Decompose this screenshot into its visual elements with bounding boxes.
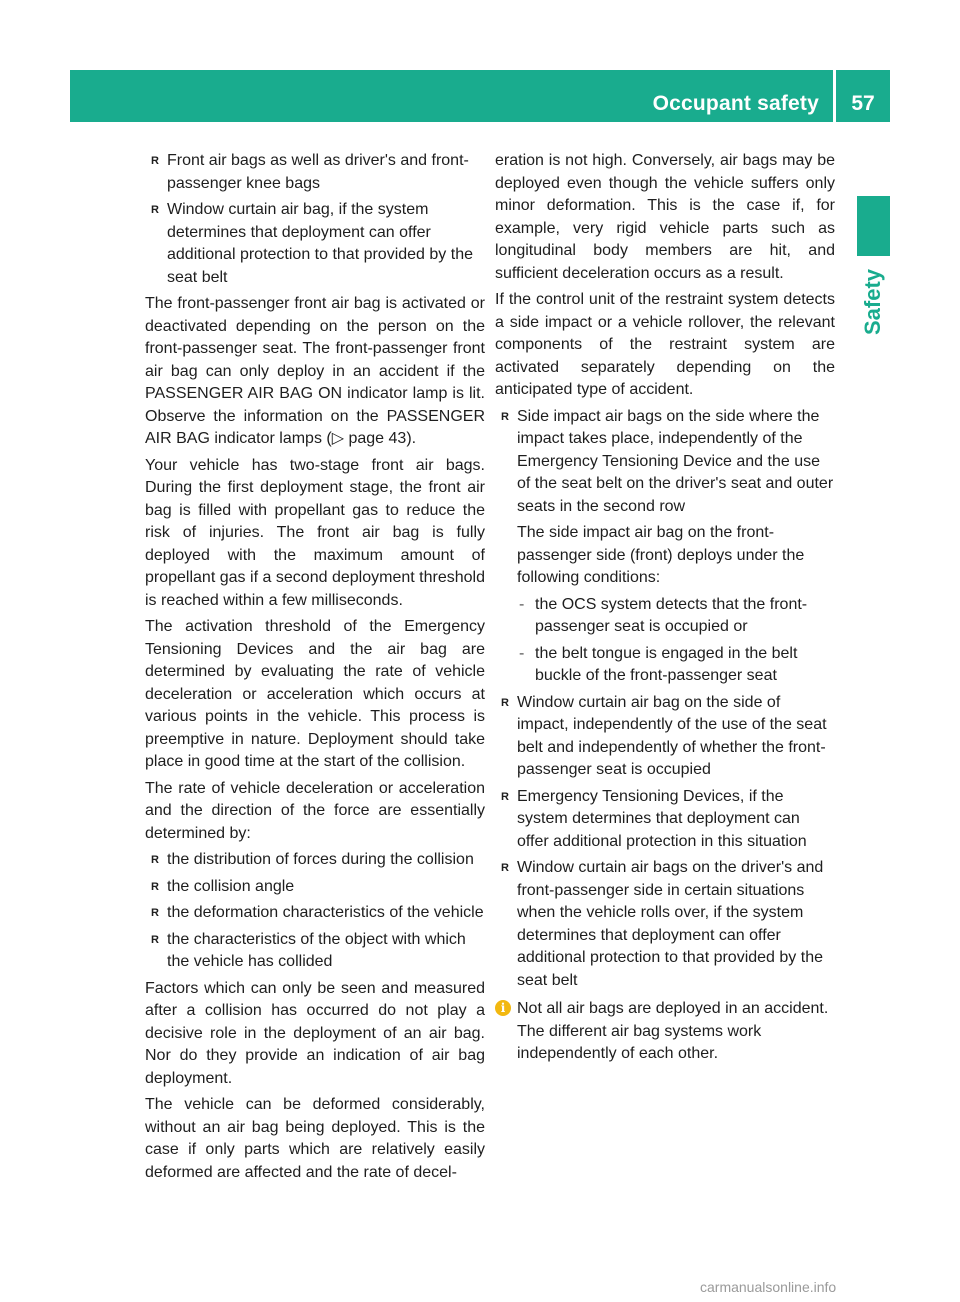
dash-marker: - [519,644,525,662]
watermark: carmanualsonline.info [700,1279,837,1295]
dash-item [495,643,835,688]
bullet-item [145,849,485,872]
paragraph [495,150,835,285]
text: If the control unit of the restraint system detects a side impact or a vehicle rollover, the relevant components of the restraint system are activated separately depending on the anticipated type of accident. [495,291,835,398]
text: Window curtain air bags on the driver's and front-passenger side in certain situations when the vehicle rolls over, if the system determines that deployment can offer additional protection to that provided by the seat belt [517,859,824,989]
text: Emergency Tensioning Devices, if the system determines that deployment can offer additional protection in this situation [517,787,807,850]
bullet-item [145,199,485,289]
text: the characteristics of the object with which the vehicle has collided [167,930,466,970]
text: Front air bags as well as driver's and front-passenger knee bags [167,152,469,192]
info-note [495,998,835,1066]
text: The side impact air bag on the front-passenger side (front) deploys under the following conditions: [517,524,805,586]
text: The activation threshold of the Emergency Tensioning Devices and the air bag are determined by evaluating the rate of vehicle deceleration or acceleration which occurs at various points in the vehicle. This process is preemptive in nature. Deployment should take place in good time at the start of the collision. [145,618,485,770]
text: the OCS system detects that the front-passenger seat is occupied or [535,595,808,635]
bullet-item [495,692,835,782]
paragraph [495,289,835,402]
info-icon: i [495,1000,511,1016]
dash-item [495,594,835,639]
right-column [495,150,835,1066]
bullet-item [495,406,835,519]
bullet-item [145,876,485,899]
paragraph [145,1094,485,1184]
bullet-continuation [495,522,835,590]
text: the distribution of forces during the collision [167,851,474,868]
bullet-item [145,929,485,974]
paragraph [145,293,485,451]
paragraph [145,778,485,846]
page-number-box [836,70,890,122]
text: Window curtain air bag on the side of impact, independently of the use of the seat belt and independently of whether the front-passenger seat is occupied [517,693,827,778]
bullet-item [495,857,835,992]
text: the deformation characteristics of the vehicle [167,904,484,921]
bullet-marker: R [151,204,159,216]
page-number: 57 [851,92,875,115]
text: the belt tongue is engaged in the belt buckle of the front-passenger seat [535,644,798,684]
bullet-marker: R [151,880,159,893]
bullet-marker: R [501,410,509,423]
side-tab-label: Safety [860,268,885,336]
bullet-item [145,902,485,925]
paragraph [145,978,485,1091]
text: Side impact air bags on the side where the impact takes place, independently of the Emergency Tensioning Device and the use of the seat belt on the driver's seat and outer seats in the second row [517,407,834,515]
text: Factors which can only be seen and measured after a collision has occurred do not play a decisive role in the deployment of an air bag. Nor do they provide an indication of air bag deployment. [145,979,485,1087]
bullet-marker: R [151,155,159,167]
bullet-marker: R [151,907,159,919]
bullet-marker: R [501,696,509,709]
dash-marker: - [519,595,525,613]
text: Not all air bags are deployed in an accident. The different air bag systems work independently of each other. [517,1000,829,1062]
bullet-marker: R [151,933,159,946]
paragraph [145,616,485,774]
text: Your vehicle has two-stage front air bags. During the first deployment stage, the front air bag is filled with propellant gas to reduce the risk of injuries. The front air bag is fully deployed with the maximum amount of propellant gas if a second deployment threshold is reached within a few milliseconds. [145,456,485,609]
header-bar [70,70,833,122]
left-column [145,150,485,1188]
text: The rate of vehicle deceleration or acceleration and the direction of the force are essentially determined by: [145,779,485,842]
bullet-marker: R [151,854,159,866]
bullet-item [145,150,485,195]
text: the collision angle [167,877,295,895]
text: Window curtain air bag, if the system determines that deployment can offer additional protection to that provided by the seat belt [167,201,473,286]
bullet-item [495,786,835,854]
text: eration is not high. Conversely, air bags may be deployed even though the vehicle suffers only minor deformation. This is the case if, for example, very rigid vehicle parts such as longitudinal body members are hit, and sufficient deceleration occurs as a result. [495,152,835,282]
text: The vehicle can be deformed considerably, without an air bag being deployed. This is the case if only parts which are relatively easily deformed are affected and the rate of decel- [145,1096,485,1181]
section-title: Occupant safety [652,92,819,115]
paragraph [145,455,485,613]
bullet-marker: R [501,862,509,874]
bullet-marker: R [501,790,509,803]
side-tab-marker [857,196,890,256]
text: The front-passenger front air bag is activated or deactivated depending on the person on the front-passenger seat. The front-passenger front air bag can only deploy in an accident if the PASSENGER AIR BAG ON indicator lamp is lit. Observe the information on the PASSENGER AIR BAG indicator lamps (▷ page 43). [145,295,485,447]
